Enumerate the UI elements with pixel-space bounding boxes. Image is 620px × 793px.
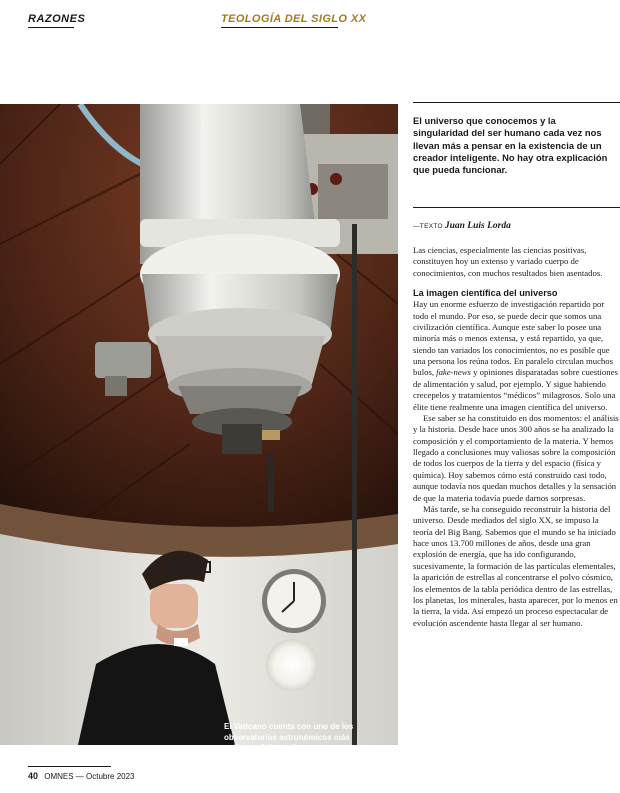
section-underline (28, 27, 74, 28)
body-paragraph-1 (413, 299, 620, 413)
page-number: 40 (28, 771, 39, 781)
wall-lamp (266, 639, 318, 691)
lead-bottom-rule (413, 207, 620, 208)
footer-rule (28, 766, 111, 767)
body-paragraph-3: Más tarde, se ha conseguido reconstruir la historia del universo. Desde mediados del siglo XX, se impuso la teoría del Big Bang. Sabemos que el mundo se ha iniciado hace unos 13.700 millones de años, desde una gran explosión de energía, que ha ido configurando, sucesivamente, la formación de las partículas elementales, la aparición de estrellas al concentrarse el polvo cósmico, los elementos de la tabla periódica dentro de las estrellas, los planetas, los minerales, hasta aparecer, por lo menos en la tierra, la vida. Así empezó un proceso espectacular de evolución ascendente hasta llegar al ser humano. (413, 503, 618, 628)
wall-clock (262, 569, 326, 633)
topic-label: TEOLOGÍA DEL SIGLO XX (221, 13, 367, 25)
byline (413, 221, 511, 231)
body-paragraph-2: Ese saber se ha constituido en dos momentos: el análisis y la historia. Desde hace unos 300 años se ha analizado la composición y el comportamiento de la materia. Y hemos llegado a conclusiones muy valiosas sobre la composición de todos los cuerpos de la tierra y del espacio (física y química). Hoy sabemos cómo está construido casi todo, aunque todavía nos quedan muchos detalles y la sensación de que la materia todavía puede darnos sorpresas. (413, 412, 619, 503)
author-name: Juan Luis Lorda (444, 221, 511, 231)
lead-top-rule (413, 102, 620, 103)
p1-text-a: Hay un enorme esfuerzo de investigación repartido por todo el mundo. Por eso, se puede decir que somos una civilización científica. Aunque este saber lo posee una minoría más o menos extensa, y está repartido, ya que, siendo tan variados los conocimientos, no es posible que una persona los reúna todos. En paralelo circulan muchos bulos, (413, 299, 613, 378)
issue-label: OMNES — Octubre 2023 (44, 772, 135, 781)
article-lead: El universo que conocemos y la singularidad del ser humano cada vez nos llevan más a pensar en la existencia de un creador inteligente. No hay otra explicación que pueda funcionar. (413, 115, 608, 176)
observatory-photo (0, 104, 398, 745)
photo-credit: ©CSV (304, 746, 323, 752)
caption-text: El Vaticano cuenta con uno de los observatorios astronómicos más antiguos del mundo. (224, 722, 354, 752)
photo-caption (224, 722, 356, 755)
byline-label: —TEXTO (413, 223, 443, 230)
section-label: RAZONES (28, 13, 86, 25)
topic-underline (221, 27, 338, 28)
page-footer (28, 771, 135, 781)
intro-paragraph: Las ciencias, especialmente las ciencias positivas, constituyen hoy un extenso y variado cuerpo de conocimientos, con muchos resultados bien asentados. (413, 245, 603, 278)
p1-text-b: y opiniones disparatadas sobre cuestiones de alimentación y salud, por ejemplo. Y sigue habiendo crecepelos y tratamientos “médicos” milagrosos. Solo una élite tiene realmente una imagen científica del universo. (413, 367, 618, 412)
section-subhead: La imagen científica del universo (413, 288, 558, 299)
article-body (413, 245, 620, 629)
p1-emphasis: fake-news (436, 367, 471, 378)
